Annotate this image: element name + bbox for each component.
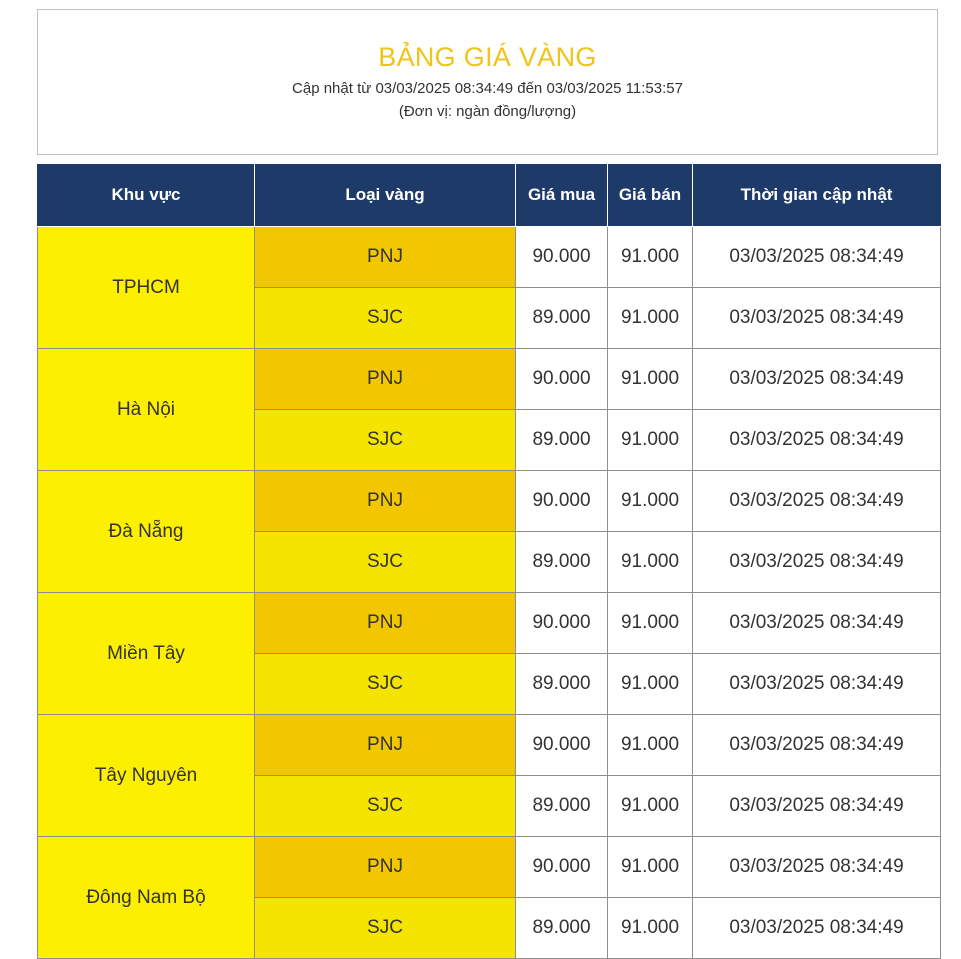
gold-type-cell: PNJ	[255, 349, 516, 410]
column-header-sell-price: Giá bán	[608, 164, 693, 227]
sell-price-cell: 91.000	[608, 532, 693, 593]
buy-price-cell: 89.000	[516, 776, 608, 837]
table-row	[38, 715, 941, 776]
buy-price-cell: 89.000	[516, 288, 608, 349]
sell-price-cell: 91.000	[608, 593, 693, 654]
buy-price-cell: 89.000	[516, 898, 608, 959]
gold-type-cell: PNJ	[255, 471, 516, 532]
update-time-cell: 03/03/2025 08:34:49	[693, 532, 941, 593]
update-time-cell: 03/03/2025 08:34:49	[693, 227, 941, 288]
gold-type-cell: SJC	[255, 776, 516, 837]
gold-type-cell: SJC	[255, 288, 516, 349]
column-header-buy-price: Giá mua	[516, 164, 608, 227]
buy-price-cell: 90.000	[516, 715, 608, 776]
gold-type-cell: SJC	[255, 654, 516, 715]
table-row	[38, 349, 941, 410]
gold-type-cell: PNJ	[255, 837, 516, 898]
buy-price-cell: 90.000	[516, 227, 608, 288]
table-header-row	[38, 164, 941, 227]
gold-type-cell: PNJ	[255, 715, 516, 776]
column-header-gold-type: Loại vàng	[255, 164, 516, 227]
update-time-cell: 03/03/2025 08:34:49	[693, 288, 941, 349]
gold-type-cell: PNJ	[255, 227, 516, 288]
table-row	[38, 593, 941, 654]
update-time-cell: 03/03/2025 08:34:49	[693, 593, 941, 654]
buy-price-cell: 89.000	[516, 410, 608, 471]
update-time-cell: 03/03/2025 08:34:49	[693, 410, 941, 471]
gold-type-cell: SJC	[255, 532, 516, 593]
update-range-text: Cập nhật từ 03/03/2025 08:34:49 đến 03/03/2025 11:53:57	[292, 80, 683, 97]
table-row	[38, 837, 941, 898]
gold-price-table	[37, 164, 941, 959]
price-board-header	[37, 9, 938, 155]
column-header-region: Khu vực	[38, 164, 255, 227]
page-title: BẢNG GIÁ VÀNG	[378, 42, 597, 72]
buy-price-cell: 90.000	[516, 593, 608, 654]
region-cell: TPHCM	[38, 227, 255, 349]
sell-price-cell: 91.000	[608, 654, 693, 715]
region-cell: Đông Nam Bộ	[38, 837, 255, 959]
table-row	[38, 227, 941, 288]
gold-type-cell: PNJ	[255, 593, 516, 654]
update-time-cell: 03/03/2025 08:34:49	[693, 776, 941, 837]
gold-type-cell: SJC	[255, 410, 516, 471]
region-cell: Tây Nguyên	[38, 715, 255, 837]
update-time-cell: 03/03/2025 08:34:49	[693, 898, 941, 959]
column-header-update-time: Thời gian cập nhật	[693, 164, 941, 227]
buy-price-cell: 90.000	[516, 471, 608, 532]
update-time-cell: 03/03/2025 08:34:49	[693, 837, 941, 898]
sell-price-cell: 91.000	[608, 288, 693, 349]
sell-price-cell: 91.000	[608, 227, 693, 288]
update-time-cell: 03/03/2025 08:34:49	[693, 654, 941, 715]
region-cell: Miền Tây	[38, 593, 255, 715]
table-row	[38, 471, 941, 532]
region-cell: Đà Nẵng	[38, 471, 255, 593]
gold-type-cell: SJC	[255, 898, 516, 959]
sell-price-cell: 91.000	[608, 471, 693, 532]
buy-price-cell: 89.000	[516, 532, 608, 593]
sell-price-cell: 91.000	[608, 349, 693, 410]
update-time-cell: 03/03/2025 08:34:49	[693, 471, 941, 532]
region-cell: Hà Nội	[38, 349, 255, 471]
buy-price-cell: 89.000	[516, 654, 608, 715]
update-time-cell: 03/03/2025 08:34:49	[693, 715, 941, 776]
unit-text: (Đơn vị: ngàn đồng/lượng)	[398, 103, 577, 120]
sell-price-cell: 91.000	[608, 715, 693, 776]
sell-price-cell: 91.000	[608, 776, 693, 837]
sell-price-cell: 91.000	[608, 410, 693, 471]
buy-price-cell: 90.000	[516, 349, 608, 410]
sell-price-cell: 91.000	[608, 837, 693, 898]
update-time-cell: 03/03/2025 08:34:49	[693, 349, 941, 410]
buy-price-cell: 90.000	[516, 837, 608, 898]
sell-price-cell: 91.000	[608, 898, 693, 959]
